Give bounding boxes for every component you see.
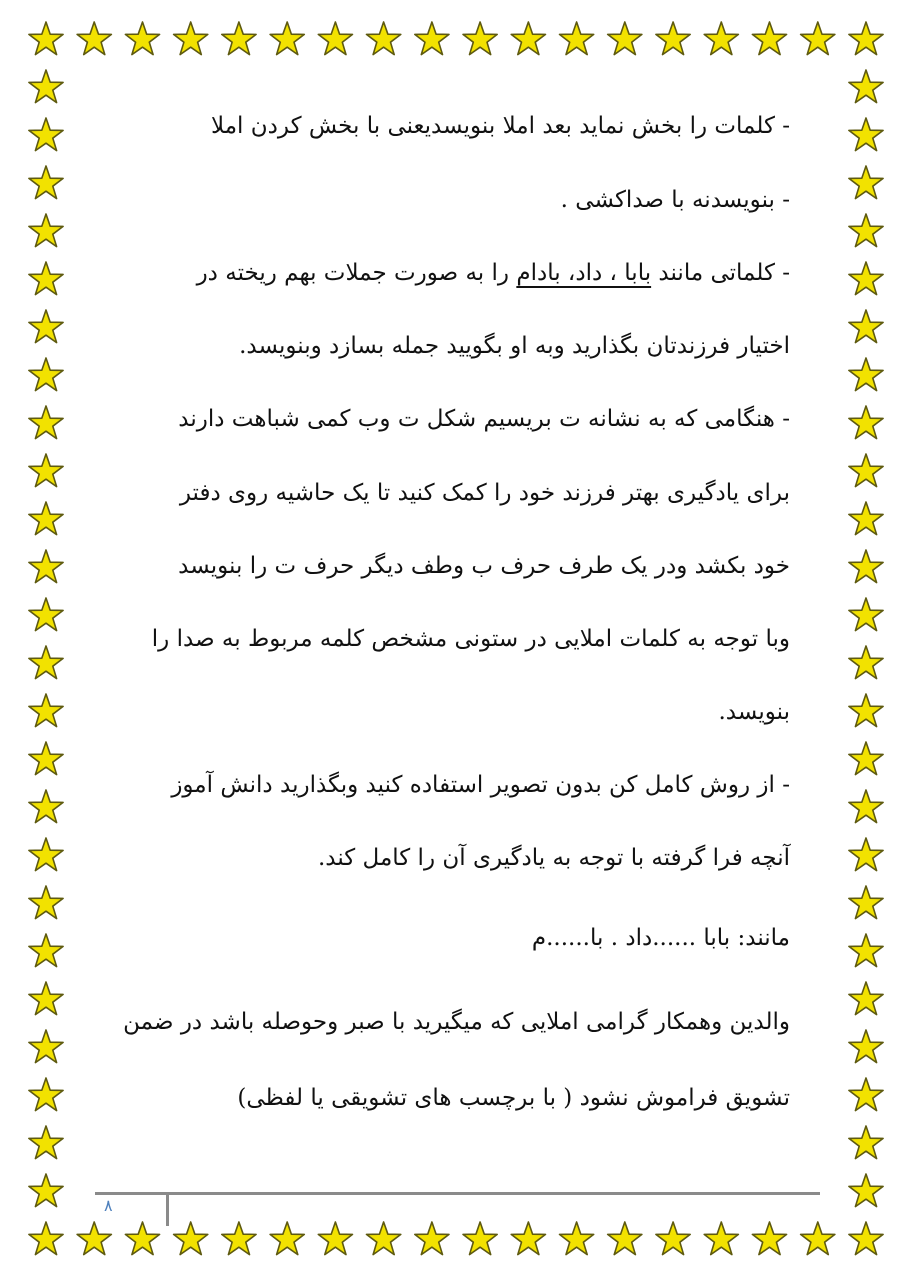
border-star-icon <box>463 1222 497 1255</box>
border-star-icon <box>29 406 63 439</box>
page-number: ۸ <box>104 1196 113 1215</box>
border-star-icon <box>560 1222 594 1255</box>
border-star-icon <box>77 22 111 55</box>
border-star-icon <box>29 214 63 247</box>
border-star-icon <box>29 1030 63 1063</box>
border-star-icon <box>849 262 883 295</box>
border-star-icon <box>801 22 835 55</box>
text-line-3 <box>197 260 790 286</box>
border-star-icon <box>318 22 352 55</box>
border-star-icon <box>752 22 786 55</box>
border-star-icon <box>29 310 63 343</box>
border-star-icon <box>849 886 883 919</box>
text-line-3-end: را به صورت جملات بهم ریخته در <box>196 260 517 286</box>
underlined-example-words: بابا ، داد، بادام <box>516 260 652 286</box>
border-star-icon <box>849 502 883 535</box>
border-star-icon <box>29 742 63 775</box>
border-star-icon <box>222 1222 256 1255</box>
border-star-icon <box>849 598 883 631</box>
border-star-icon <box>29 550 63 583</box>
border-star-icon <box>849 646 883 679</box>
border-star-icon <box>29 118 63 151</box>
border-star-icon <box>125 1222 159 1255</box>
border-star-icon <box>849 214 883 247</box>
border-star-icon <box>849 1222 883 1255</box>
border-star-icon <box>608 1222 642 1255</box>
border-star-icon <box>849 742 883 775</box>
border-star-icon <box>29 22 63 55</box>
border-star-icon <box>849 406 883 439</box>
text-line-3-start: - کلماتی مانند <box>651 260 790 286</box>
text-line-10: - از روش کامل کن بدون تصویر استفاده کنید وبگذارید دانش آموز <box>171 772 790 798</box>
border-star-icon <box>29 838 63 871</box>
border-star-icon <box>560 22 594 55</box>
border-star-icon <box>174 1222 208 1255</box>
border-star-icon <box>849 454 883 487</box>
footer-divider-tick <box>166 1192 169 1226</box>
border-star-icon <box>77 1222 111 1255</box>
border-star-icon <box>849 694 883 727</box>
border-star-icon <box>849 22 883 55</box>
border-star-icon <box>849 166 883 199</box>
border-star-icon <box>29 454 63 487</box>
border-star-icon <box>801 1222 835 1255</box>
border-star-icon <box>752 1222 786 1255</box>
text-line-12: والدین وهمکار گرامی املایی که میگیرید با صبر وحوصله باشد در ضمن <box>123 1009 790 1035</box>
border-star-icon <box>29 1078 63 1111</box>
border-star-icon <box>849 1030 883 1063</box>
border-star-icon <box>270 1222 304 1255</box>
border-star-icon <box>318 1222 352 1255</box>
border-star-icon <box>704 1222 738 1255</box>
border-star-icon <box>29 886 63 919</box>
border-star-icon <box>29 646 63 679</box>
border-star-icon <box>29 358 63 391</box>
border-star-icon <box>29 598 63 631</box>
border-star-icon <box>849 790 883 823</box>
border-star-icon <box>415 1222 449 1255</box>
border-star-icon <box>29 70 63 103</box>
text-line-2: - بنویسدنه با صداکشی . <box>560 187 790 213</box>
border-star-icon <box>608 22 642 55</box>
border-star-icon <box>463 22 497 55</box>
border-star-icon <box>849 838 883 871</box>
text-line-8: وبا توجه به کلمات املایی در ستونی مشخص کلمه مربوط به صدا را <box>151 626 790 652</box>
border-star-icon <box>849 550 883 583</box>
border-star-icon <box>511 22 545 55</box>
border-star-icon <box>849 310 883 343</box>
text-line-9: بنویسد. <box>718 699 790 725</box>
text-line-7: خود بکشد ودر یک طرف حرف ب وطف دیگر حرف ت را بنویسد <box>178 553 790 579</box>
border-star-icon <box>704 22 738 55</box>
border-star-icon <box>849 982 883 1015</box>
border-star-icon <box>29 1174 63 1207</box>
border-star-icon <box>29 262 63 295</box>
border-star-icon <box>29 694 63 727</box>
border-star-icon <box>367 1222 401 1255</box>
border-star-icon <box>29 1222 63 1255</box>
border-star-icon <box>849 934 883 967</box>
border-star-icon <box>29 982 63 1015</box>
border-star-icon <box>849 1174 883 1207</box>
border-star-icon <box>29 1126 63 1159</box>
border-star-icon <box>656 22 690 55</box>
border-star-icon <box>656 1222 690 1255</box>
border-star-icon <box>415 22 449 55</box>
border-star-icon <box>29 166 63 199</box>
text-line-1: - کلمات را بخش نماید بعد املا بنویسدیعنی با بخش کردن املا <box>211 113 790 139</box>
border-star-icon <box>849 118 883 151</box>
text-line-4: اختیار فرزندتان بگذارید وبه او بگویید جمله بسازد وبنویسد. <box>239 333 790 359</box>
border-star-icon <box>174 22 208 55</box>
border-star-icon <box>849 70 883 103</box>
border-star-icon <box>849 358 883 391</box>
text-line-6: برای یادگیری بهتر فرزند خود را کمک کنید تا یک حاشیه روی دفتر <box>179 480 790 506</box>
border-star-icon <box>270 22 304 55</box>
border-star-icon <box>125 22 159 55</box>
example-line: مانند: بابا ......داد . با......م <box>531 925 790 951</box>
footer-rule <box>95 1192 820 1195</box>
border-star-icon <box>511 1222 545 1255</box>
border-star-icon <box>849 1078 883 1111</box>
border-star-icon <box>367 22 401 55</box>
text-line-5: - هنگامی که به نشانه ت بریسیم شکل ت وب کمی شباهت دارند <box>178 406 790 432</box>
border-star-icon <box>29 502 63 535</box>
border-star-icon <box>29 934 63 967</box>
border-star-icon <box>222 22 256 55</box>
text-line-13: تشویق فراموش نشود ( با برچسب های تشویقی یا لفظی) <box>237 1085 790 1111</box>
border-star-icon <box>849 1126 883 1159</box>
text-line-11: آنچه فرا گرفته با توجه به یادگیری آن را کامل کند. <box>317 845 790 871</box>
border-star-icon <box>29 790 63 823</box>
